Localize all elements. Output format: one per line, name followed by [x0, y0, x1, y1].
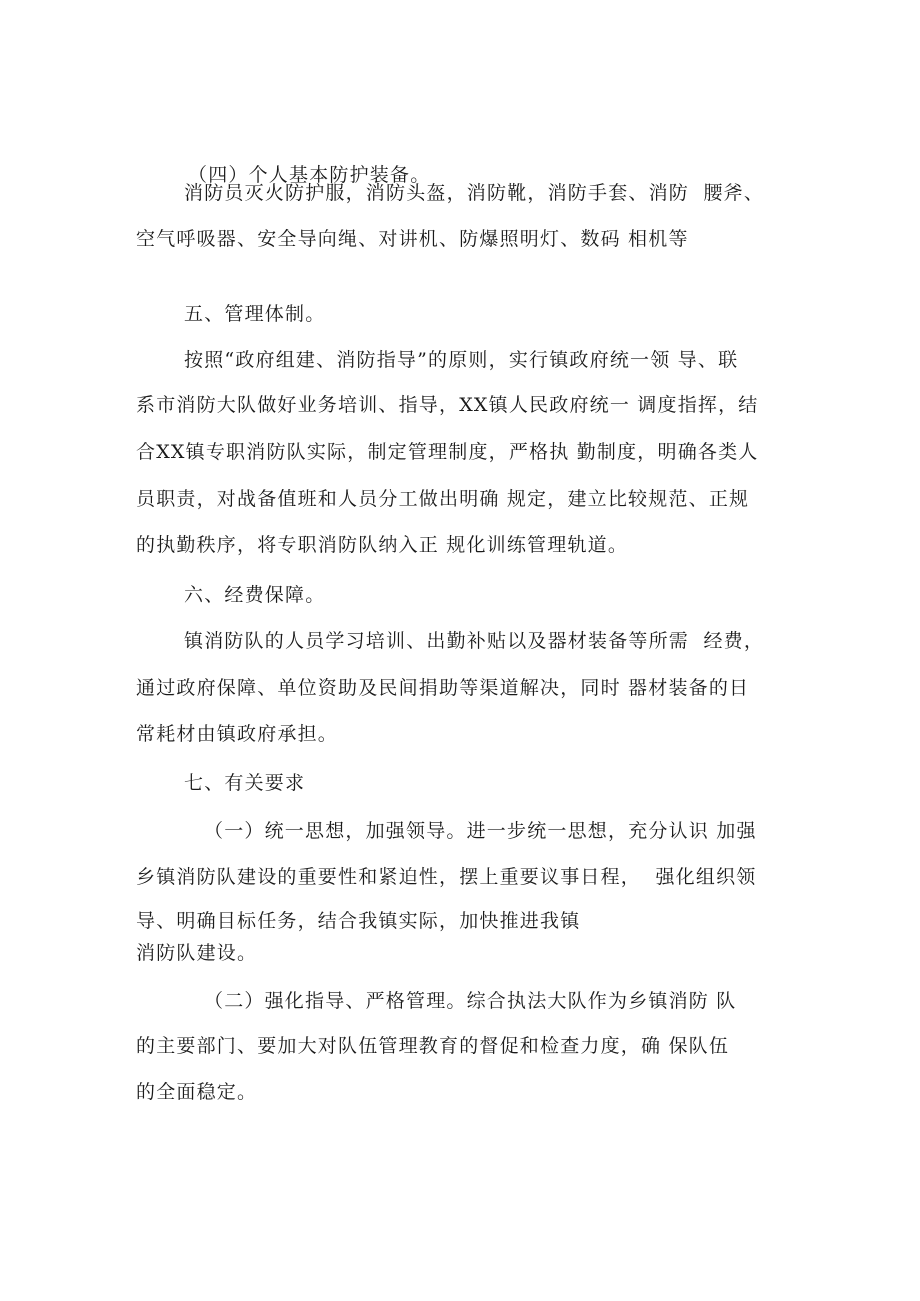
management-paragraph-line-4: 员职责，对战备值班和人员分工做出明确 规定，建立比较规范、正规 [136, 488, 750, 510]
management-paragraph-line-5: 的执勤秩序，将专职消防队纳入正 规化训练管理轨道。 [136, 534, 629, 556]
section-4-personal-equipment-heading: （四）个人基本防护装备。 [188, 164, 431, 186]
management-paragraph-line-3: 合XX镇专职消防队实际，制定管理制度，严格执 勤制度，明确各类人 [136, 441, 759, 463]
section-6-funding-heading: 六、经费保障。 [184, 584, 326, 606]
section-7-requirements-heading: 七、有关要求 [184, 772, 306, 794]
funding-paragraph-line-2: 通过政府保障、单位资助及民间捐助等渠道解决，同时 器材装备的日 [136, 677, 750, 699]
requirement-2-line-3: 的全面稳定。 [136, 1081, 258, 1103]
requirement-2-line-1: （二）强化指导、严格管理。综合执法大队作为乡镇消防 队 [204, 990, 737, 1012]
section-5-management-heading: 五、管理体制。 [184, 303, 326, 325]
requirement-1-line-4: 消防队建设。 [136, 942, 258, 964]
equipment-list-line-1: 消防员灭火防护服，消防头盔，消防靴，消防手套、消防 腰斧、 [184, 182, 765, 204]
management-paragraph-line-1: 按照“政府组建、消防指导”的原则，实行镇政府统一领 导、联 [184, 349, 739, 371]
funding-paragraph-line-3: 常耗材由镇政府承担。 [136, 723, 339, 745]
requirement-1-line-2: 乡镇消防队建设的重要性和紧迫性，摆上重要议事日程， 强化组织领 [136, 866, 757, 888]
management-paragraph-line-2: 系市消防大队做好业务培训、指导，XX镇人民政府统一 调度指挥，结 [136, 394, 759, 416]
requirement-2-line-2: 的主要部门、要加大对队伍管理教育的督促和检查力度，确 保队伍 [136, 1035, 730, 1057]
funding-paragraph-line-1: 镇消防队的人员学习培训、出勤补贴以及器材装备等所需 经费， [184, 630, 765, 652]
requirement-1-line-3: 导、明确目标任务，结合我镇实际，加快推进我镇 [136, 910, 581, 932]
equipment-list-line-2: 空气呼吸器、安全导向绳、对讲机、防爆照明灯、数码 相机等 [136, 228, 689, 250]
requirement-1-line-1: （一）统一思想，加强领导。进一步统一思想，充分认识 加强 [204, 820, 757, 842]
